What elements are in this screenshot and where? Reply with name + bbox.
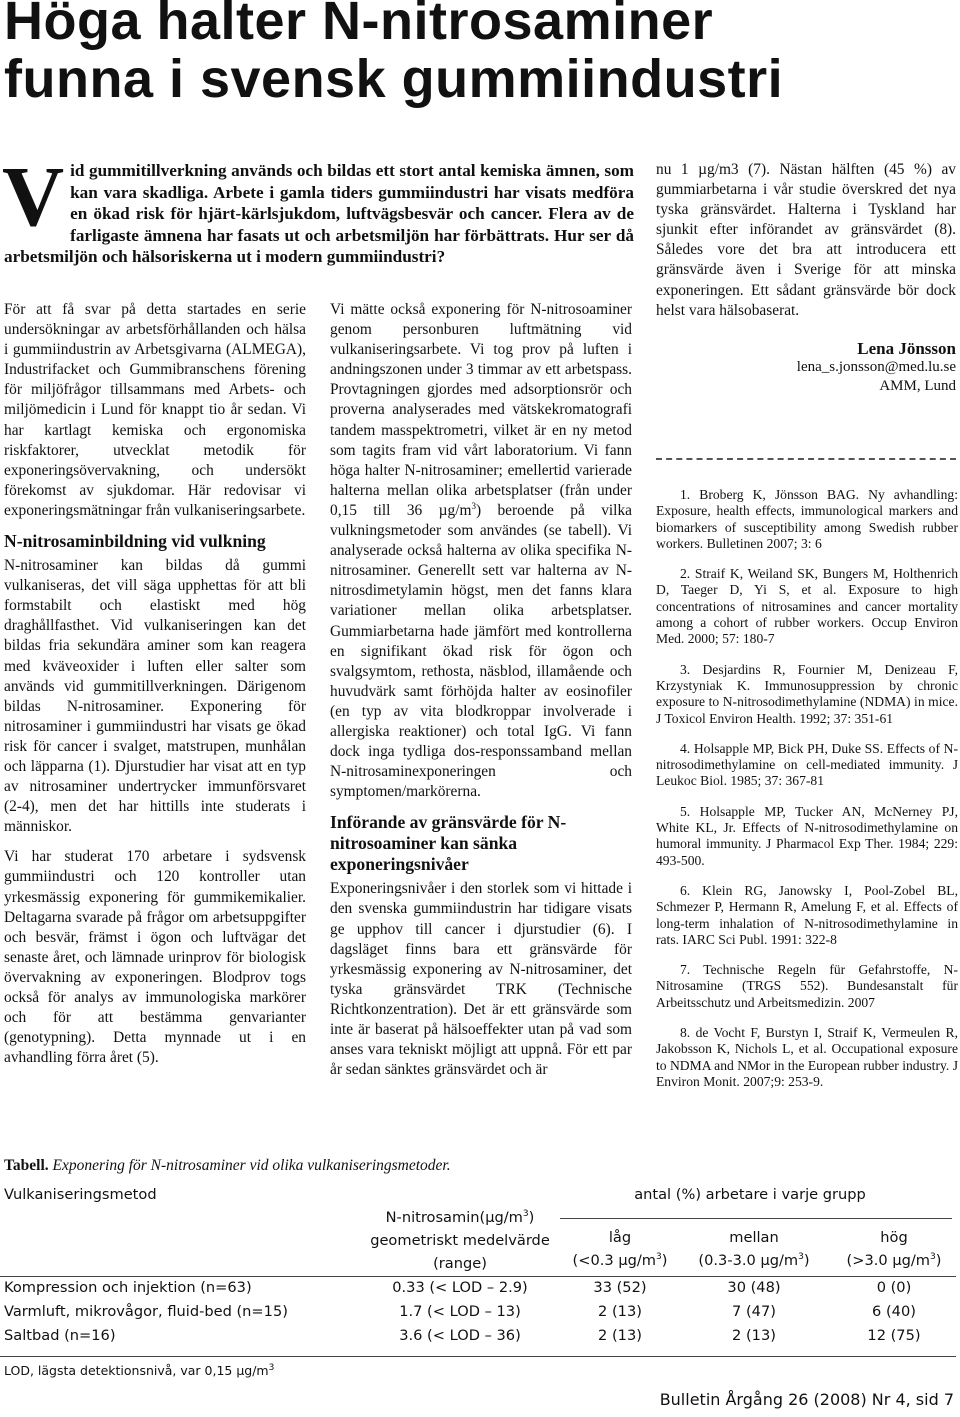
paragraph-text: Vi mätte också exponering för N-nitrosoaminer genom personburen luftmätning vid vulkaniseringsarbete. Vi tog prov på luften i andningszonen under 3 timmar av ett arbetspass. Provtagningen gjordes med adsorptionsrör och proverna analyserades med vätskekromatografi tandem masspektrometri, vilket är en ny metod som tagits fram vid vårt laboratorium. Vi fann höga halter N-nitrosaminer; emellertid varierade halterna mellan olika arbetsplatser (från under 0,15 till 36 µg/m	[330, 301, 632, 519]
table-bottom-rule	[0, 1356, 956, 1357]
table-caption	[4, 1156, 451, 1176]
cell-mid: 2 (13)	[732, 1327, 776, 1344]
cell-concentration: 0.33 (< LOD – 2.9)	[392, 1279, 528, 1296]
headline-line-2: funna i svensk gummiindustri	[4, 49, 784, 109]
article-column-2	[330, 300, 632, 1090]
group-header-rule	[560, 1218, 952, 1219]
cell-high: 12 (75)	[867, 1327, 921, 1344]
conc-header-text: N-nitrosamin(µg/m	[385, 1209, 523, 1226]
col-header-mid	[686, 1226, 822, 1272]
cell-high: 6 (40)	[872, 1303, 916, 1320]
level-range: (>3.0 µg/m	[846, 1252, 930, 1269]
col-header-group: antal (%) arbetare i varje grupp	[634, 1186, 866, 1203]
reference-list	[656, 487, 958, 1104]
paragraph: nu 1 µg/m3 (7). Nästan hälften (45 %) av gummiarbetarna i vår studie överskred det nya tyska gränsvärdet. Halterna i Tyskland har sjunkit efter införandet av gränsvärdet (8). Således vore det bra att introducera ett gränsvärde även i Sverige för att minska exponeringen. Ett sådant gränsvärde bör dock helst vara hälsobaserat.	[656, 161, 956, 319]
section-heading: N-nitrosaminbildning vid vulkning	[4, 531, 266, 552]
author-department: AMM, Lund	[879, 377, 956, 394]
headline	[4, 0, 954, 108]
col-header-high	[832, 1226, 956, 1272]
author-email[interactable]: lena_s.jonsson@med.lu.se	[796, 358, 956, 375]
level-label: låg	[608, 1229, 632, 1246]
reference-item: 2. Straif K, Weiland SK, Bungers M, Holthenrich D, Taeger D, Yi S, et al. Exposure to high concentrations of nitrosamines and cancer mortality among a cohort of rubber workers. Occup Environ Med. 2000; 57: 180-7	[656, 566, 958, 647]
drop-cap: V	[2, 148, 65, 244]
superscript: 3	[656, 1252, 662, 1263]
table-footnote	[4, 1360, 274, 1381]
col-header-concentration	[340, 1206, 580, 1275]
author-signature	[656, 339, 956, 396]
cell-method: Varmluft, mikrovågor, fluid-bed (n=15)	[4, 1303, 288, 1320]
cell-mid: 30 (48)	[727, 1279, 781, 1296]
references-divider	[656, 458, 956, 472]
reference-item: 5. Holsapple MP, Tucker AN, McNerney PJ, White KL, Jr. Effects of N-nitrosodimethylamine on humoral immunity. J Pharmacol Exp Ther. 1984; 229: 493-500.	[656, 803, 958, 868]
page-footer: Bulletin Årgång 26 (2008) Nr 4, sid 7	[659, 1390, 954, 1409]
paragraph: Exponeringsnivåer i den storlek som vi hittade i den svenska gummiindustrin har tidigare visats ge upphov till cancer i djurstudier (6). I dagsläget finns bara ett gränsvärde för yrkesmässig exponering av N-nitrosaminer, det tyska gränsvärdet TRK (Technische Richtkonzentration). Det är ett gränsvärde som inte är baserat på hälsoeffekter utan på vad som anses vara tekniskt möjligt att uppnå. För ett par år sedan sänktes gränsvärdet och är	[330, 880, 632, 1079]
paragraph	[330, 300, 632, 802]
headline-line-1: Höga halter N-nitrosaminer	[4, 0, 714, 51]
level-range: (0.3-3.0 µg/m	[698, 1252, 799, 1269]
cell-method: Saltbad (n=16)	[4, 1327, 116, 1344]
cell-concentration: 3.6 (< LOD – 36)	[399, 1327, 521, 1344]
cell-low: 2 (13)	[598, 1303, 642, 1320]
ingress	[2, 148, 634, 268]
cell-mid: 7 (47)	[732, 1303, 776, 1320]
reference-item: 3. Desjardins R, Fournier M, Denizeau F, Krzystyniak K. Immunosuppression by chronic exposure to N-nitrosodimethylamine (NDMA) in mice. J Toxicol Environ Health. 1992; 37: 351-61	[656, 661, 958, 726]
col-header-low	[560, 1226, 680, 1272]
table-caption-text: Exponering för N-nitrosaminer vid olika vulkaniseringsmetoder.	[52, 1157, 451, 1174]
col-header-method: Vulkaniseringsmetod	[4, 1186, 157, 1203]
cell-concentration: 1.7 (< LOD – 13)	[399, 1303, 521, 1320]
level-range: )	[661, 1252, 668, 1269]
article-column-3	[656, 160, 956, 396]
cell-method: Kompression och injektion (n=63)	[4, 1279, 252, 1296]
level-range: )	[803, 1252, 810, 1269]
reference-item: 1. Broberg K, Jönsson BAG. Ny avhandling: Exposure, health effects, immunological markers and biomarkers of susceptibility among Swedish rubber workers. Bulletinen 2007; 3: 6	[656, 487, 958, 551]
superscript: 3	[471, 500, 476, 511]
superscript: 3	[798, 1252, 804, 1263]
conc-header-text: )	[528, 1209, 535, 1226]
conc-header-text: (range)	[433, 1255, 487, 1272]
paragraph: N-nitrosaminer kan bildas då gummi vulkaniseras, det vill säga upphettas för att bli formstabilt och elastiskt med hög draghållfasthet. Vid vulkaniseringen kan det bildas fria sekundära aminer som kan reagera med kväveoxider i luften eller salter som används vid gummitillverkningen. Därigenom bildas N-nitrosaminer. Exponering för nitrosaminer i gummiindustri har visats ge ökad risk för cancer i svalget, matstrupen, munhålan och läpparna (1). Djurstudier har visat att en typ av nitrosaminer undertrycker immunförsvaret (2-4), men det har hittills inte studerats i människor.	[4, 557, 306, 836]
reference-item: 6. Klein RG, Janowsky I, Pool-Zobel BL, Schmezer P, Hermann R, Amelung F, et al. Effects of long-term inhalation of N-nitrosodimethylamine in rats. IARC Sci Publ. 1991: 322-8	[656, 882, 958, 947]
cell-low: 2 (13)	[598, 1327, 642, 1344]
reference-item: 7. Technische Regeln für Gefahrstoffe, N-Nitrosamine (TRGS 552). Bundesanstalt für Arbeitsschutz und Arbeitsmedizin. 2007	[656, 962, 958, 1010]
ingress-text: id gummitillverkning används och bildas ett stort antal kemiska ämnen, som kan vara skadliga. Arbete i gamla tiders gummiindustri har visats medföra en ökad risk för hjärt-kärlsjukdom, luftvägsbesvär och cancer. Flera av de farligaste ämnena har fasats ut och arbetsmiljön har förbättrats. Hur ser då arbetsmiljön och hälsoriskerna ut i modern gummiindustri?	[4, 161, 634, 266]
superscript: 3	[930, 1252, 936, 1263]
table-caption-label: Tabell.	[4, 1157, 49, 1174]
level-range: )	[935, 1252, 942, 1269]
level-range: (<0.3 µg/m	[572, 1252, 656, 1269]
paragraph: För att få svar på detta startades en serie undersökningar av arbetsförhållanden och hälsa i gummiindustrin av Arbetsgivarna (ALMEGA), Industrifacket och Gummibranschens förening för miljöfrågor tillsammans med Arbets- och miljömedicin i Lund för knappt tio år sedan. Vi har kartlagt kemiska och ergonomiska riskfaktorer, utvecklat metodik för exponeringsövervakning, och undersökt förekomst av sjukdomar. Här redovisar vi exponeringsmätningar från vulkaniseringsarbete.	[4, 301, 306, 519]
author-name: Lena Jönsson	[857, 338, 956, 358]
superscript: 3	[268, 1362, 275, 1373]
paragraph-text: ) beroende på vilka vulkningsmetoder som användes (se tabell). Vi analyserade också halterna av olika specifika N-nitrosaminer. Generellt sett var halterna av N-nitrosdimetylamin högst, men det fanns klara variationer mellan olika arbetsplatser. Gummiarbetarna hade jämfört med kontrollerna en signifikant ökad risk för ögon och svalgsymtom, rethosta, näsblod, illamående och huvudvärk samt förhöjda halter av eosinofiler (en typ av vita blodkroppar involverade i allergiska reaktioner) och total IgG. Vi fann dock inga tydliga dos-responssamband mellan N-nitrosaminexponeringen och symptomen/markörerna.	[330, 501, 632, 801]
reference-item: 8. de Vocht F, Burstyn I, Straif K, Vermeulen R, Jakobsson K, Nichols L, et al. Occupational exposure to NDMA and NMor in the European rubber industry. J Environ Monit. 2007;9: 253-9.	[656, 1025, 958, 1089]
conc-header-text: geometriskt medelvärde	[370, 1232, 550, 1249]
level-label: hög	[880, 1229, 908, 1246]
cell-high: 0 (0)	[876, 1279, 912, 1296]
superscript: 3	[522, 1209, 529, 1220]
paragraph: Vi har studerat 170 arbetare i sydsvensk gummiindustri och 120 kontroller utan yrkesmässig exponering för gummikemikalier. Deltagarna svarade på frågor om arbetsuppgifter och besvär, främst i ögon och luftvägar det senaste året, och lämnade urinprov för biologisk övervakning av exponeringen. Blodprov togs också för analys av immunologiska markörer och för att bestämma genvarianter (genotypning). Detta mynnade ut i en avhandling förra året (5).	[4, 848, 306, 1067]
reference-item: 4. Holsapple MP, Bick PH, Duke SS. Effects of N-nitrosodimethylamine on cell-mediated immunity. J Leukoc Biol. 1985; 37: 367-81	[656, 740, 958, 789]
cell-low: 33 (52)	[593, 1279, 647, 1296]
section-heading: Införande av gränsvärde för N-nitrosoaminer kan sänka exponeringsnivåer	[330, 812, 567, 875]
footnote-text: LOD, lägsta detektionsnivå, var 0,15 µg/m	[4, 1363, 269, 1378]
level-label: mellan	[729, 1229, 779, 1246]
article-column-1	[4, 300, 306, 1078]
